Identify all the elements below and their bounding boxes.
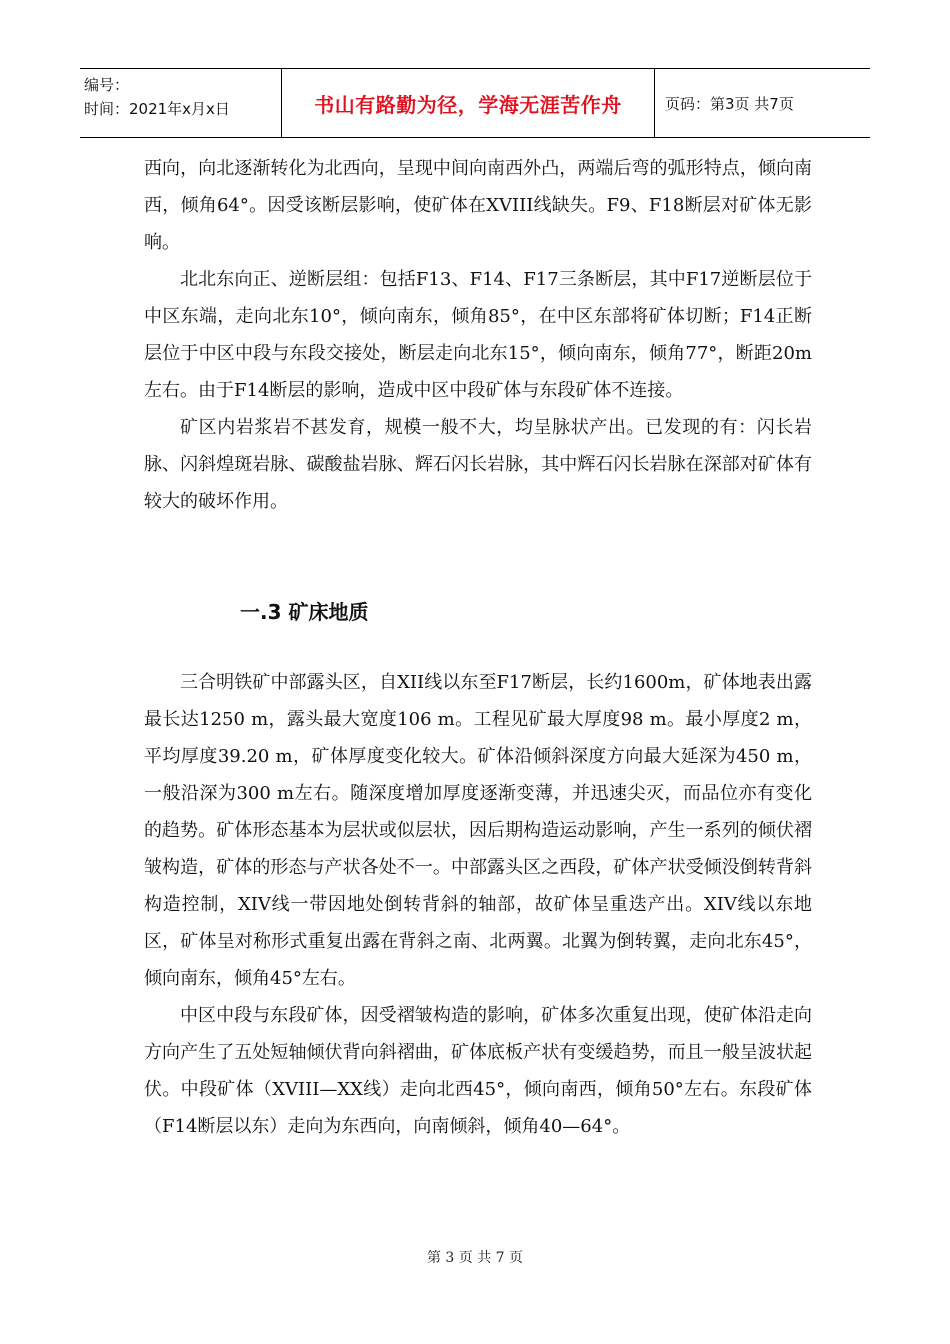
- page-footer: 第 3 页 共 7 页: [426, 1250, 524, 1266]
- paragraph-fault-continued: 西向，向北逐渐转化为北西向，呈现中间向南西外凸，两端后弯的弧形特点，倾向南西，倾角64°。因受该断层影响，使矿体在XVIII线缺失。F9、F18断层对矿体无影响。: [144, 158, 812, 253]
- header-page-code: 页码：第3页 共7页: [665, 94, 794, 113]
- section-heading: 一.3 矿床地质: [240, 600, 369, 624]
- body-section-bottom: [144, 664, 812, 1145]
- paragraph-orebody-east: 中区中段与东段矿体，因受褶皱构造的影响，矿体多次重复出现，使矿体沿走向方向产生了五处短轴倾伏背向斜褶曲，矿体底板产状有变缓趋势，而且一般呈波状起伏。中段矿体（XVIII—XX线）走向北西45°，倾向南西，倾角50°左右。东段矿体（F14断层以东）走向为东西向，向南倾斜，倾角40—64°。: [144, 1005, 812, 1137]
- header-meta: [80, 69, 281, 137]
- number-label: 编号：: [84, 76, 130, 94]
- body-section-top: [144, 150, 812, 520]
- page-header: [80, 68, 870, 138]
- paragraph-magmatic-rocks: 矿区内岩浆岩不甚发育，规模一般不大，均呈脉状产出。已发现的有：闪长岩脉、闪斜煌斑岩脉、碳酸盐岩脉、辉石闪长岩脉，其中辉石闪长岩脉在深部对矿体有较大的破坏作用。: [144, 417, 812, 512]
- paragraph-nne-faults: 北北东向正、逆断层组：包括F13、F14、F17三条断层，其中F17逆断层位于中区东端，走向北东10°，倾向南东，倾角85°，在中区东部将矿体切断；F14正断层位于中区中段与东段交接处，断层走向北东15°，倾向南东，倾角77°，断距20m左右。由于F14断层的影响，造成中区中段矿体与东段矿体不连接。: [144, 269, 812, 401]
- date-label: 时间：2021年x月x日: [84, 100, 230, 118]
- paragraph-orebody-central: 三合明铁矿中部露头区，自XII线以东至F17断层，长约1600m，矿体地表出露最长达1250 m，露头最大宽度106 m。工程见矿最大厚度98 m。最小厚度2 m，平均厚度39.20 m，矿体厚度变化较大。矿体沿倾斜深度方向最大延深为450 m，一般沿深为300 m左右。随深度增加厚度逐渐变薄，并迅速尖灭，而品位亦有变化的趋势。矿体形态基本为层状或似层状，因后期构造运动影响，产生一系列的倾伏褶皱构造，矿体的形态与产状各处不一。中部露头区之西段，矿体产状受倾没倒转背斜构造控制，XIV线一带因地处倒转背斜的轴部，故矿体呈重迭产出。XIV线以东地区，矿体呈对称形式重复出露在背斜之南、北两翼。北翼为倒转翼，走向北东45°，倾向南东，倾角45°左右。: [144, 672, 812, 989]
- header-motto: 书山有路勤为径，学海无涯苦作舟: [281, 69, 655, 137]
